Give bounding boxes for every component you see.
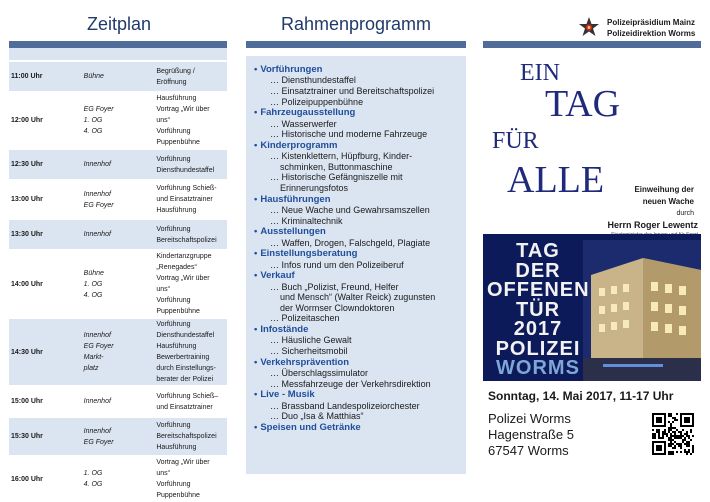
- schedule-activity: [154, 456, 227, 501]
- program-list: [246, 56, 466, 474]
- bullet-icon: •: [254, 421, 258, 433]
- location-label: Innenhof: [83, 398, 111, 405]
- program-item: … Brassband Landespolizeiorchester: [270, 400, 420, 411]
- activity-label: Hausführung: [156, 95, 197, 102]
- table-row: [9, 456, 227, 501]
- headline-word-3: FÜR: [492, 128, 539, 154]
- location-label: EG Foyer: [83, 106, 114, 113]
- schedule-header-row: [9, 48, 227, 61]
- category-label: Hausführungen: [260, 193, 331, 205]
- category-label: Vorführungen: [260, 64, 323, 75]
- program-category: [254, 389, 460, 400]
- table-row: [9, 250, 227, 318]
- program-item: … Historische und moderne Fahrzeuge: [270, 129, 428, 140]
- bullet-icon: •: [254, 139, 258, 151]
- table-row: [9, 180, 227, 219]
- table-row: [9, 61, 227, 92]
- opening-line-3: durch: [676, 210, 694, 217]
- schedule-time: 12:00 Uhr: [9, 92, 82, 149]
- open-day-poster: [483, 234, 701, 381]
- location-label: EG Foyer: [83, 438, 114, 446]
- location-label: platz: [83, 365, 99, 372]
- location-label: EG Foyer: [83, 201, 114, 209]
- category-label: Fahrzeugausstellung: [260, 107, 356, 119]
- schedule-location: [82, 417, 155, 456]
- schedule-activity: [154, 92, 227, 149]
- category-label: Kinderprogramm: [260, 139, 338, 151]
- category-label: Speisen und Getränke: [260, 421, 361, 433]
- table-row: [9, 149, 227, 180]
- program-item: … Neue Wache und Gewahrsamszellen: [270, 204, 430, 215]
- program-category: [254, 270, 460, 281]
- program-item: … Sicherheitsmobil: [270, 345, 348, 356]
- activity-label: Hausführung: [156, 207, 197, 214]
- poster-word: WORMS: [496, 357, 580, 379]
- program-item: … Kriminaltechnik: [270, 215, 343, 226]
- location-label: Innenhof: [83, 332, 111, 339]
- program-item: und Mensch“ (Walter Reick) zugunsten: [270, 292, 436, 303]
- program-item: … Duo „Isa & Matthias“: [270, 411, 364, 422]
- location-label: Innenhof: [83, 427, 111, 435]
- schedule-top-bar: [9, 41, 227, 48]
- headline-word-4: ALLE: [507, 159, 605, 201]
- activity-label: Vorführung Bereitschaftspolizei: [156, 225, 217, 244]
- program-item: … Diensthundestaffel: [270, 75, 356, 86]
- address-line-1: Polizei Worms: [488, 411, 571, 426]
- program-title: Rahmenprogramm: [280, 14, 432, 34]
- event-date: Sonntag, 14. Mai 2017, 11-17 Uhr: [488, 389, 674, 403]
- building-illustration: [583, 240, 701, 381]
- category-label: Verkauf: [260, 270, 295, 282]
- schedule-activity: [154, 219, 227, 250]
- program-category: [254, 226, 460, 237]
- location-label: Bühne: [83, 73, 104, 80]
- schedule-activity: [154, 386, 227, 417]
- schedule-location: [82, 180, 155, 219]
- location-label: 4. OG: [83, 128, 103, 135]
- program-item: der Wormser Clowndoktoren: [270, 302, 395, 313]
- program-item: … Polizeipuppenbühne: [270, 96, 364, 107]
- location-label: EG Foyer: [83, 343, 114, 350]
- category-label: Verkehrsprävention: [260, 356, 350, 368]
- schedule-time: 15:30 Uhr: [9, 417, 82, 456]
- program-item: … Wasserwerfer: [270, 118, 337, 129]
- schedule-time: 11:00 Uhr: [9, 61, 82, 92]
- schedule-activity: [154, 318, 227, 386]
- activity-label: Vorführung Puppenbühne: [156, 481, 200, 499]
- schedule-location: [82, 456, 155, 501]
- activity-label: Kindertanzgruppe „Renegades“: [156, 253, 212, 271]
- schedule-activity: [154, 61, 227, 92]
- category-label: Ausstellungen: [260, 226, 326, 238]
- activity-label: Vorführung Diensthundestaffel: [156, 155, 215, 174]
- program-category: [254, 357, 460, 368]
- schedule-time: 13:00 Uhr: [9, 180, 82, 219]
- bullet-icon: •: [254, 389, 258, 401]
- opening-line-1: Einweihung der: [634, 185, 694, 194]
- schedule-location: [82, 61, 155, 92]
- poster-word: OFFENEN: [487, 279, 590, 301]
- table-row: [9, 219, 227, 250]
- bullet-icon: •: [254, 226, 258, 238]
- schedule-time: 15:00 Uhr: [9, 386, 82, 417]
- location-label: Innenhof: [83, 190, 111, 198]
- program-item: … Infos rund um den Polizeiberuf: [270, 259, 404, 270]
- schedule-activity: [154, 250, 227, 318]
- bullet-icon: •: [254, 193, 258, 205]
- address-line-3: 67547 Worms: [488, 443, 569, 458]
- address-line-2: Hagenstraße 5: [488, 427, 574, 442]
- schedule-time: 13:30 Uhr: [9, 219, 82, 250]
- schedule-activity: [154, 149, 227, 180]
- poster-word: 2017: [513, 318, 563, 340]
- program-item: … Messfahrzeuge der Verkehrsdirektion: [270, 378, 431, 389]
- location-label: 4. OG: [83, 481, 103, 488]
- schedule-location: [82, 250, 155, 318]
- bullet-icon: •: [254, 356, 258, 368]
- police-star-emblem-icon: [578, 17, 600, 39]
- bullet-icon: •: [254, 270, 258, 282]
- program-item: … Überschlagssimulator: [270, 367, 369, 378]
- program-item: Erinnerungsfotos: [270, 182, 349, 193]
- schedule-time: 14:30 Uhr: [9, 318, 82, 386]
- schedule-time: 14:00 Uhr: [9, 250, 82, 318]
- location-label: 1. OG: [83, 280, 103, 288]
- location-label: 1. OG: [83, 470, 103, 477]
- program-item: … Kistenklettern, Hüpfburg, Kinder-: [270, 151, 413, 162]
- poster-word: TÜR: [515, 298, 561, 321]
- headline-word-2: TAG: [545, 83, 621, 125]
- location-label: 4. OG: [83, 291, 103, 299]
- table-row: [9, 92, 227, 149]
- program-category: [254, 194, 460, 205]
- activity-label: Vorführung Schieß- und Einsatztrainer: [156, 185, 217, 203]
- activity-label: Vorführung Schieß– und Einsatztrainer: [156, 392, 219, 411]
- bullet-icon: •: [254, 248, 258, 260]
- activity-label: berater der Polizei: [156, 376, 214, 383]
- activity-label: Vortrag „Wir über uns“: [156, 275, 210, 293]
- bullet-icon: •: [254, 107, 258, 119]
- category-label: Live - Musik: [260, 389, 315, 401]
- program-top-bar: [246, 41, 466, 48]
- activity-label: Begrüßung / Eröffnung: [156, 67, 195, 86]
- header-line-1: Polizeipräsidium Mainz: [607, 18, 696, 27]
- category-label: Einstellungsberatung: [260, 248, 358, 260]
- location-label: Innenhof: [83, 231, 111, 238]
- opening-line-2: neuen Wache: [642, 197, 694, 206]
- schedule-location: [82, 386, 155, 417]
- location-label: Markt-: [83, 354, 104, 361]
- program-item: … Häusliche Gewalt: [270, 335, 352, 346]
- program-category: [254, 107, 460, 118]
- schedule-activity: [154, 417, 227, 456]
- activity-label: Vorführung Bereitschaftspolizei: [156, 422, 217, 440]
- activity-label: Vorführung Puppenbühne: [156, 297, 200, 315]
- activity-label: Vorführung Diensthundestaffel: [156, 321, 215, 339]
- program-category: [254, 324, 460, 335]
- schedule-table: [9, 48, 227, 499]
- activity-label: Vortrag „Wir über uns“: [156, 459, 210, 477]
- schedule-time: 16:00 Uhr: [9, 456, 82, 501]
- table-row: [9, 417, 227, 456]
- activity-label: Hausführung: [156, 444, 197, 451]
- activity-label: Hausführung: [156, 343, 197, 350]
- poster-word: TAG: [516, 240, 560, 262]
- table-row: [9, 318, 227, 386]
- schedule-time: 12:30 Uhr: [9, 149, 82, 180]
- header-line-2: Polizeidirektion Worms: [607, 29, 696, 38]
- program-category: [254, 140, 460, 151]
- schedule-title: Zeitplan: [86, 14, 152, 34]
- activity-label: Vorführung Puppenbühne: [156, 128, 200, 146]
- program-item: … Einsatztrainer und Bereitschaftspolizei: [270, 86, 435, 96]
- program-category: [254, 248, 460, 259]
- program-item: … Polizeitaschen: [270, 313, 340, 324]
- bullet-icon: •: [254, 64, 258, 75]
- poster-word: DER: [515, 259, 561, 282]
- qr-code-icon[interactable]: [652, 413, 694, 455]
- activity-label: Vortrag „Wir über uns“: [156, 106, 210, 124]
- program-item: … Waffen, Drogen, Falschgeld, Plagiate: [270, 237, 431, 248]
- right-top-bar: [483, 41, 701, 48]
- program-item: schminken, Buttonmaschine: [270, 161, 393, 172]
- program-item: … Buch „Polizist, Freund, Helfer: [270, 281, 399, 292]
- schedule-location: [82, 92, 155, 149]
- schedule-location: [82, 318, 155, 386]
- program-item: … Historische Gefängniszelle mit: [270, 172, 403, 183]
- bullet-icon: •: [254, 323, 258, 335]
- activity-label: Bewerbertraining durch Einstellungs-: [156, 354, 216, 372]
- category-label: Infostände: [260, 323, 309, 335]
- table-row: [9, 386, 227, 417]
- schedule-location: [82, 219, 155, 250]
- location-label: Innenhof: [83, 161, 111, 168]
- headline-word-1: EIN: [520, 60, 560, 86]
- schedule-activity: [154, 180, 227, 219]
- opening-line-4: Herrn Roger Lewentz: [607, 220, 698, 230]
- poster-word: POLIZEI: [495, 337, 581, 360]
- location-label: 1. OG: [83, 117, 103, 124]
- program-category: [254, 422, 460, 433]
- schedule-location: [82, 149, 155, 180]
- program-category: [254, 64, 460, 75]
- location-label: Bühne: [83, 269, 104, 277]
